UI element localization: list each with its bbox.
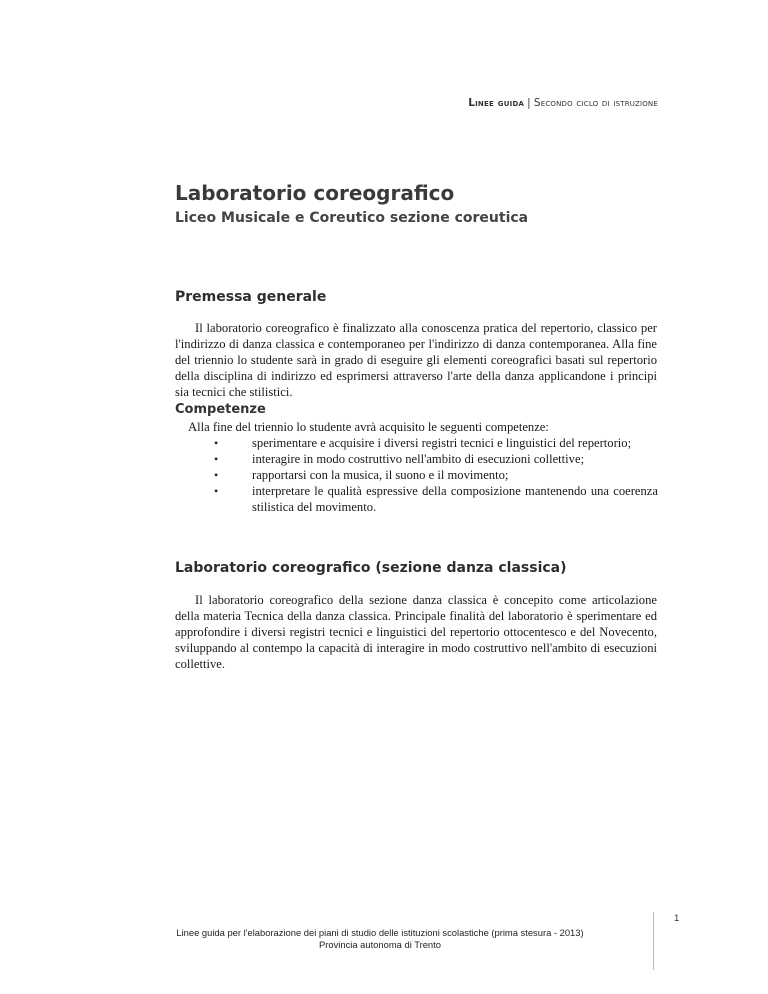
danza-classica-paragraph: Il laboratorio coreografico della sezione danza classica è concepito come articolazione della materia Tecnica della danza classica. Principale finalità del laboratorio è sperimentare ed approfondire i diversi registri tecnici e linguistici del repertorio ottocentesco e del Novecento, sviluppando al contempo la capacità di interagire in modo costruttivo nell'ambito di esecuzioni collettive. — [175, 593, 657, 671]
footer-divider — [653, 912, 654, 970]
page-title: Laboratorio coreografico — [175, 181, 455, 205]
header-series: Linee guida — [468, 97, 525, 109]
running-header — [468, 97, 658, 109]
title-block — [175, 180, 655, 228]
list-item — [214, 484, 658, 516]
competenze-list — [214, 436, 658, 516]
list-item-text: interpretare le qualità espressive della composizione mantenendo una coerenza stilistica del movimento. — [252, 483, 658, 514]
page-subtitle: Liceo Musicale e Coreutico sezione coreutica — [175, 210, 529, 226]
section-heading-competenze: Competenze — [175, 402, 266, 417]
footer-line-1: Linee guida per l'elaborazione dei piani di studio delle istituzioni scolastiche (prima stesura - 2013) — [176, 927, 584, 938]
list-item — [214, 436, 658, 452]
bullet-icon: • — [214, 483, 219, 498]
bullet-icon: • — [214, 467, 219, 482]
competenze-intro: Alla fine del triennio lo studente avrà acquisito le seguenti competenze: — [188, 420, 549, 434]
premessa-paragraph: Il laboratorio coreografico è finalizzato alla conoscenza pratica del repertorio, classico per l'indirizzo di danza classica e contemporaneo per l'indirizzo di danza contemporanea. Alla fine del triennio lo studente sarà in grado di eseguire gli elementi coreografici basati sul repertorio della disciplina di indirizzo ed esprimersi attraverso l'arte della danza applicandone i principi sia tecnici che stilistici. — [175, 321, 657, 399]
bullet-icon: • — [214, 436, 219, 450]
page-footer — [100, 927, 660, 950]
list-item-text: interagire in modo costruttivo nell'ambito di esecuzioni collettive; — [252, 451, 585, 466]
section-heading-danza-classica: Laboratorio coreografico (sezione danza classica) — [175, 560, 567, 576]
bullet-icon: • — [214, 451, 219, 466]
page-number: 1 — [674, 913, 680, 924]
header-cycle: Secondo ciclo di istruzione — [533, 97, 658, 109]
list-item — [214, 468, 658, 484]
footer-line-2: Provincia autonoma di Trento — [319, 938, 441, 950]
section-heading-premessa: Premessa generale — [175, 289, 327, 305]
header-separator: | — [527, 97, 531, 109]
list-item-text: sperimentare e acquisire i diversi registri tecnici e linguistici del repertorio; — [252, 436, 632, 450]
list-item — [214, 452, 658, 468]
list-item-text: rapportarsi con la musica, il suono e il movimento; — [252, 467, 509, 482]
